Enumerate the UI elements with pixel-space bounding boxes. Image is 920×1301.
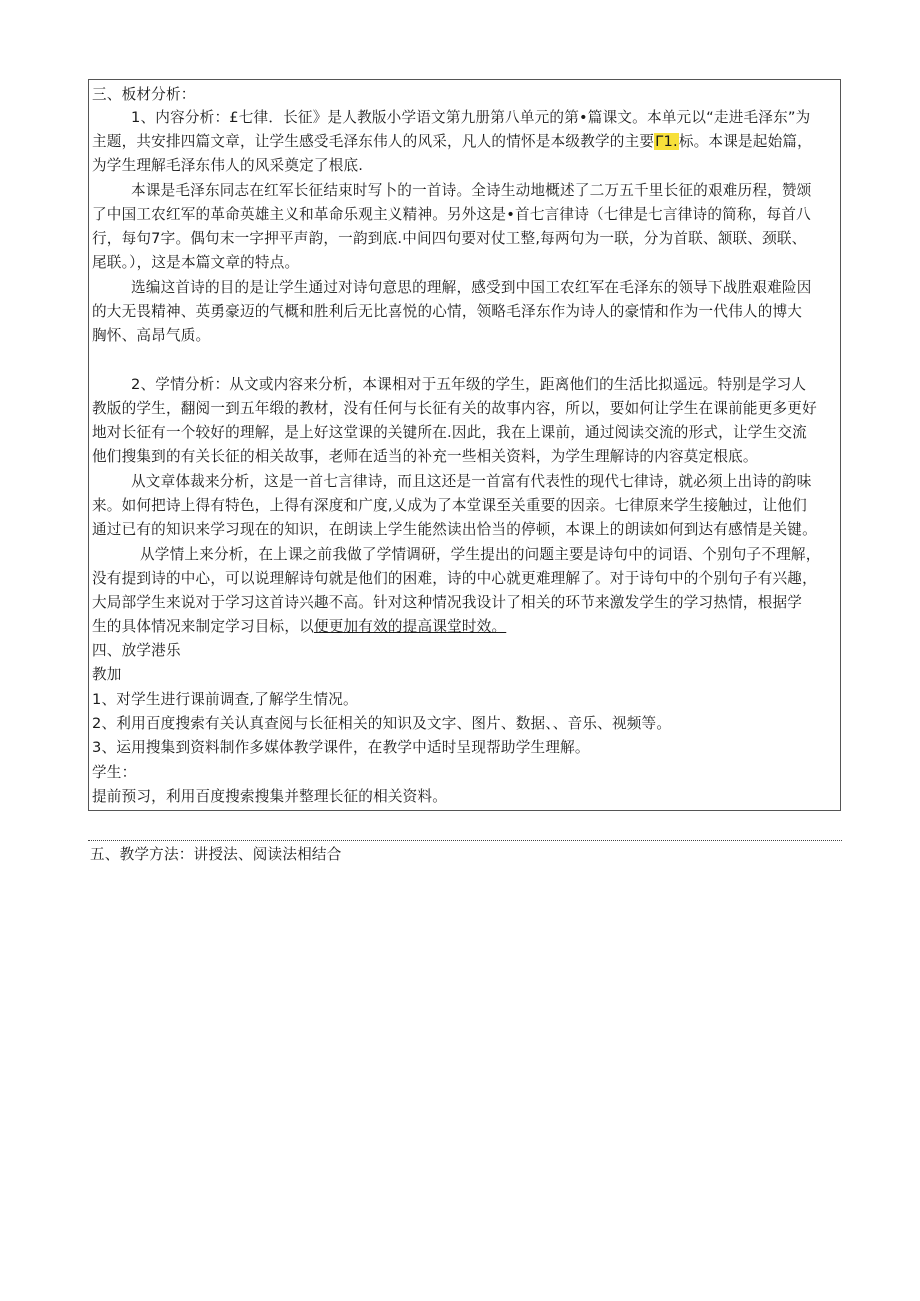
learner-analysis-line-3: 地对长征有一个较好的理解，是上好这堂课的关键所在.因此，我在上课前，通过阅读交流的形式，让学生交流 — [92, 424, 807, 441]
content-analysis-line-2b: 标。本课是起始篇， — [678, 133, 812, 150]
purpose-line-1: 选编这首诗的目的是让学生通过对诗句意思的理解，感受到中国工农红军在毛泽东的领导下战胜艰难险因 — [131, 279, 812, 296]
content-analysis-line-3: 为学生理解毛泽东伟人的风采奠定了根底. — [92, 157, 364, 174]
genre-analysis-line-1: 从文章体裁来分析，这是一首七言律诗，而且这还是一首富有代表性的现代七律诗，就必须上出诗的韵味 — [131, 473, 812, 490]
survey-line-1: 从学情上来分析，在上课之前我做了学情调研，学生提出的问题主要是诗句中的词语、个别句子不理解， — [140, 546, 821, 563]
learner-analysis-line-2: 教版的学生，翻阅一到五年缎的教材，没有任何与长征有关的故事内容，所以，要如何让学生在课前能更多更好 — [92, 400, 817, 417]
poem-intro-line-3: 行，每句7字。偶句末一字押平声韵，一韵到底.中间四句要对仗工整,每两句为一联，分为首联、颔联、颈联、 — [92, 230, 807, 247]
survey-line-3: 大局部学生来说对于学习这首诗兴趣不高。针对这种情况我设计了相关的环节来激发学生的学习热情，根据学 — [92, 594, 803, 611]
content-analysis-line-1: 1、内容分析：£七律．长征》是人教版小学语文第九册第八单元的第•篇课文。本单元以“走进毛泽东”为 — [131, 109, 811, 126]
poem-intro-line-2: 了中国工农红军的革命英雄主义和革命乐观主义精神。另外这是•首七言律诗（七律是七言律诗的简称，每首八 — [92, 206, 811, 223]
survey-line-4-underlined: 便更加有效的提高课堂时效。 — [313, 618, 507, 635]
highlighted-mark: Γ1. — [655, 133, 678, 150]
student-item-1: 提前预习，利用百度搜索搜集并整理长征的相关资料。 — [92, 788, 448, 805]
survey-line-4a: 生的具体情况来制定学习目标，以 — [92, 618, 314, 635]
learner-analysis-line-1: 2、学情分析：从文或内容来分析，本课相对于五年级的学生，距离他们的生活比拟遥远。特别是学习人 — [131, 376, 807, 393]
teacher-item-3: 3、运用搜集到资料制作多媒体教学课件，在教学中适时呈现帮助学生理解。 — [92, 739, 590, 756]
learner-analysis-line-4: 他们搜集到的有关长征的相关故事，老师在适当的补充一些相关资料，为学生理解诗的内容莫定根底。 — [92, 448, 758, 465]
poem-intro-line-1: 本课是毛泽东同志在红军长征结束时写卜的一首诗。全诗生动地概述了二万五千里长征的艰难历程，赞颂 — [131, 182, 812, 199]
purpose-line-3: 胸怀、高昂气质。 — [92, 327, 211, 344]
purpose-line-2: 的大无畏精神、英勇豪迈的气概和胜利后无比喜悦的心情，领略毛泽东作为诗人的豪情和作为一代伟人的博大 — [92, 303, 803, 320]
genre-analysis-line-2: 来。如何把诗上得有特色，上得有深度和广度,乂成为了本堂课至关重要的因亲。七律原来学生接触过，让他们 — [92, 497, 807, 514]
section5-title: 五、教学方法：讲授法、阅读法相结合 — [90, 846, 342, 863]
teacher-item-2: 2、利用百度搜索有关认真查阅与长征相关的知识及文字、图片、数据、、音乐、视频等。 — [92, 715, 672, 732]
survey-line-2: 没有提到诗的中心，可以说理解诗句就是他们的困难，诗的中心就更难理解了。对于诗句中的个别句子有兴趣， — [92, 570, 817, 587]
teacher-label: 教加 — [92, 666, 122, 683]
content-analysis-line-2a: 主题，共安排四篇文章，让学生感受毛泽东伟人的风采，凡人的情怀是本级教学的主要 — [92, 133, 655, 150]
survey-line-4 — [92, 617, 506, 639]
teacher-item-1: 1、对学生进行课前调查,了解学生情况。 — [92, 691, 358, 708]
genre-analysis-line-3: 通过已有的知识来学习现在的知识，在朗读上学生能然读出恰当的停顿，本课上的朗读如何到达有感情是关键。 — [92, 521, 817, 538]
poem-intro-line-4: 尾联。），这是本篇文章的特点。 — [92, 254, 300, 271]
section3-title: 三、板材分析： — [92, 86, 196, 103]
content-analysis-line-2 — [92, 132, 812, 154]
student-label: 学生： — [92, 764, 137, 781]
section-divider — [88, 840, 842, 841]
section4-title: 四、放学港乐 — [92, 642, 181, 659]
